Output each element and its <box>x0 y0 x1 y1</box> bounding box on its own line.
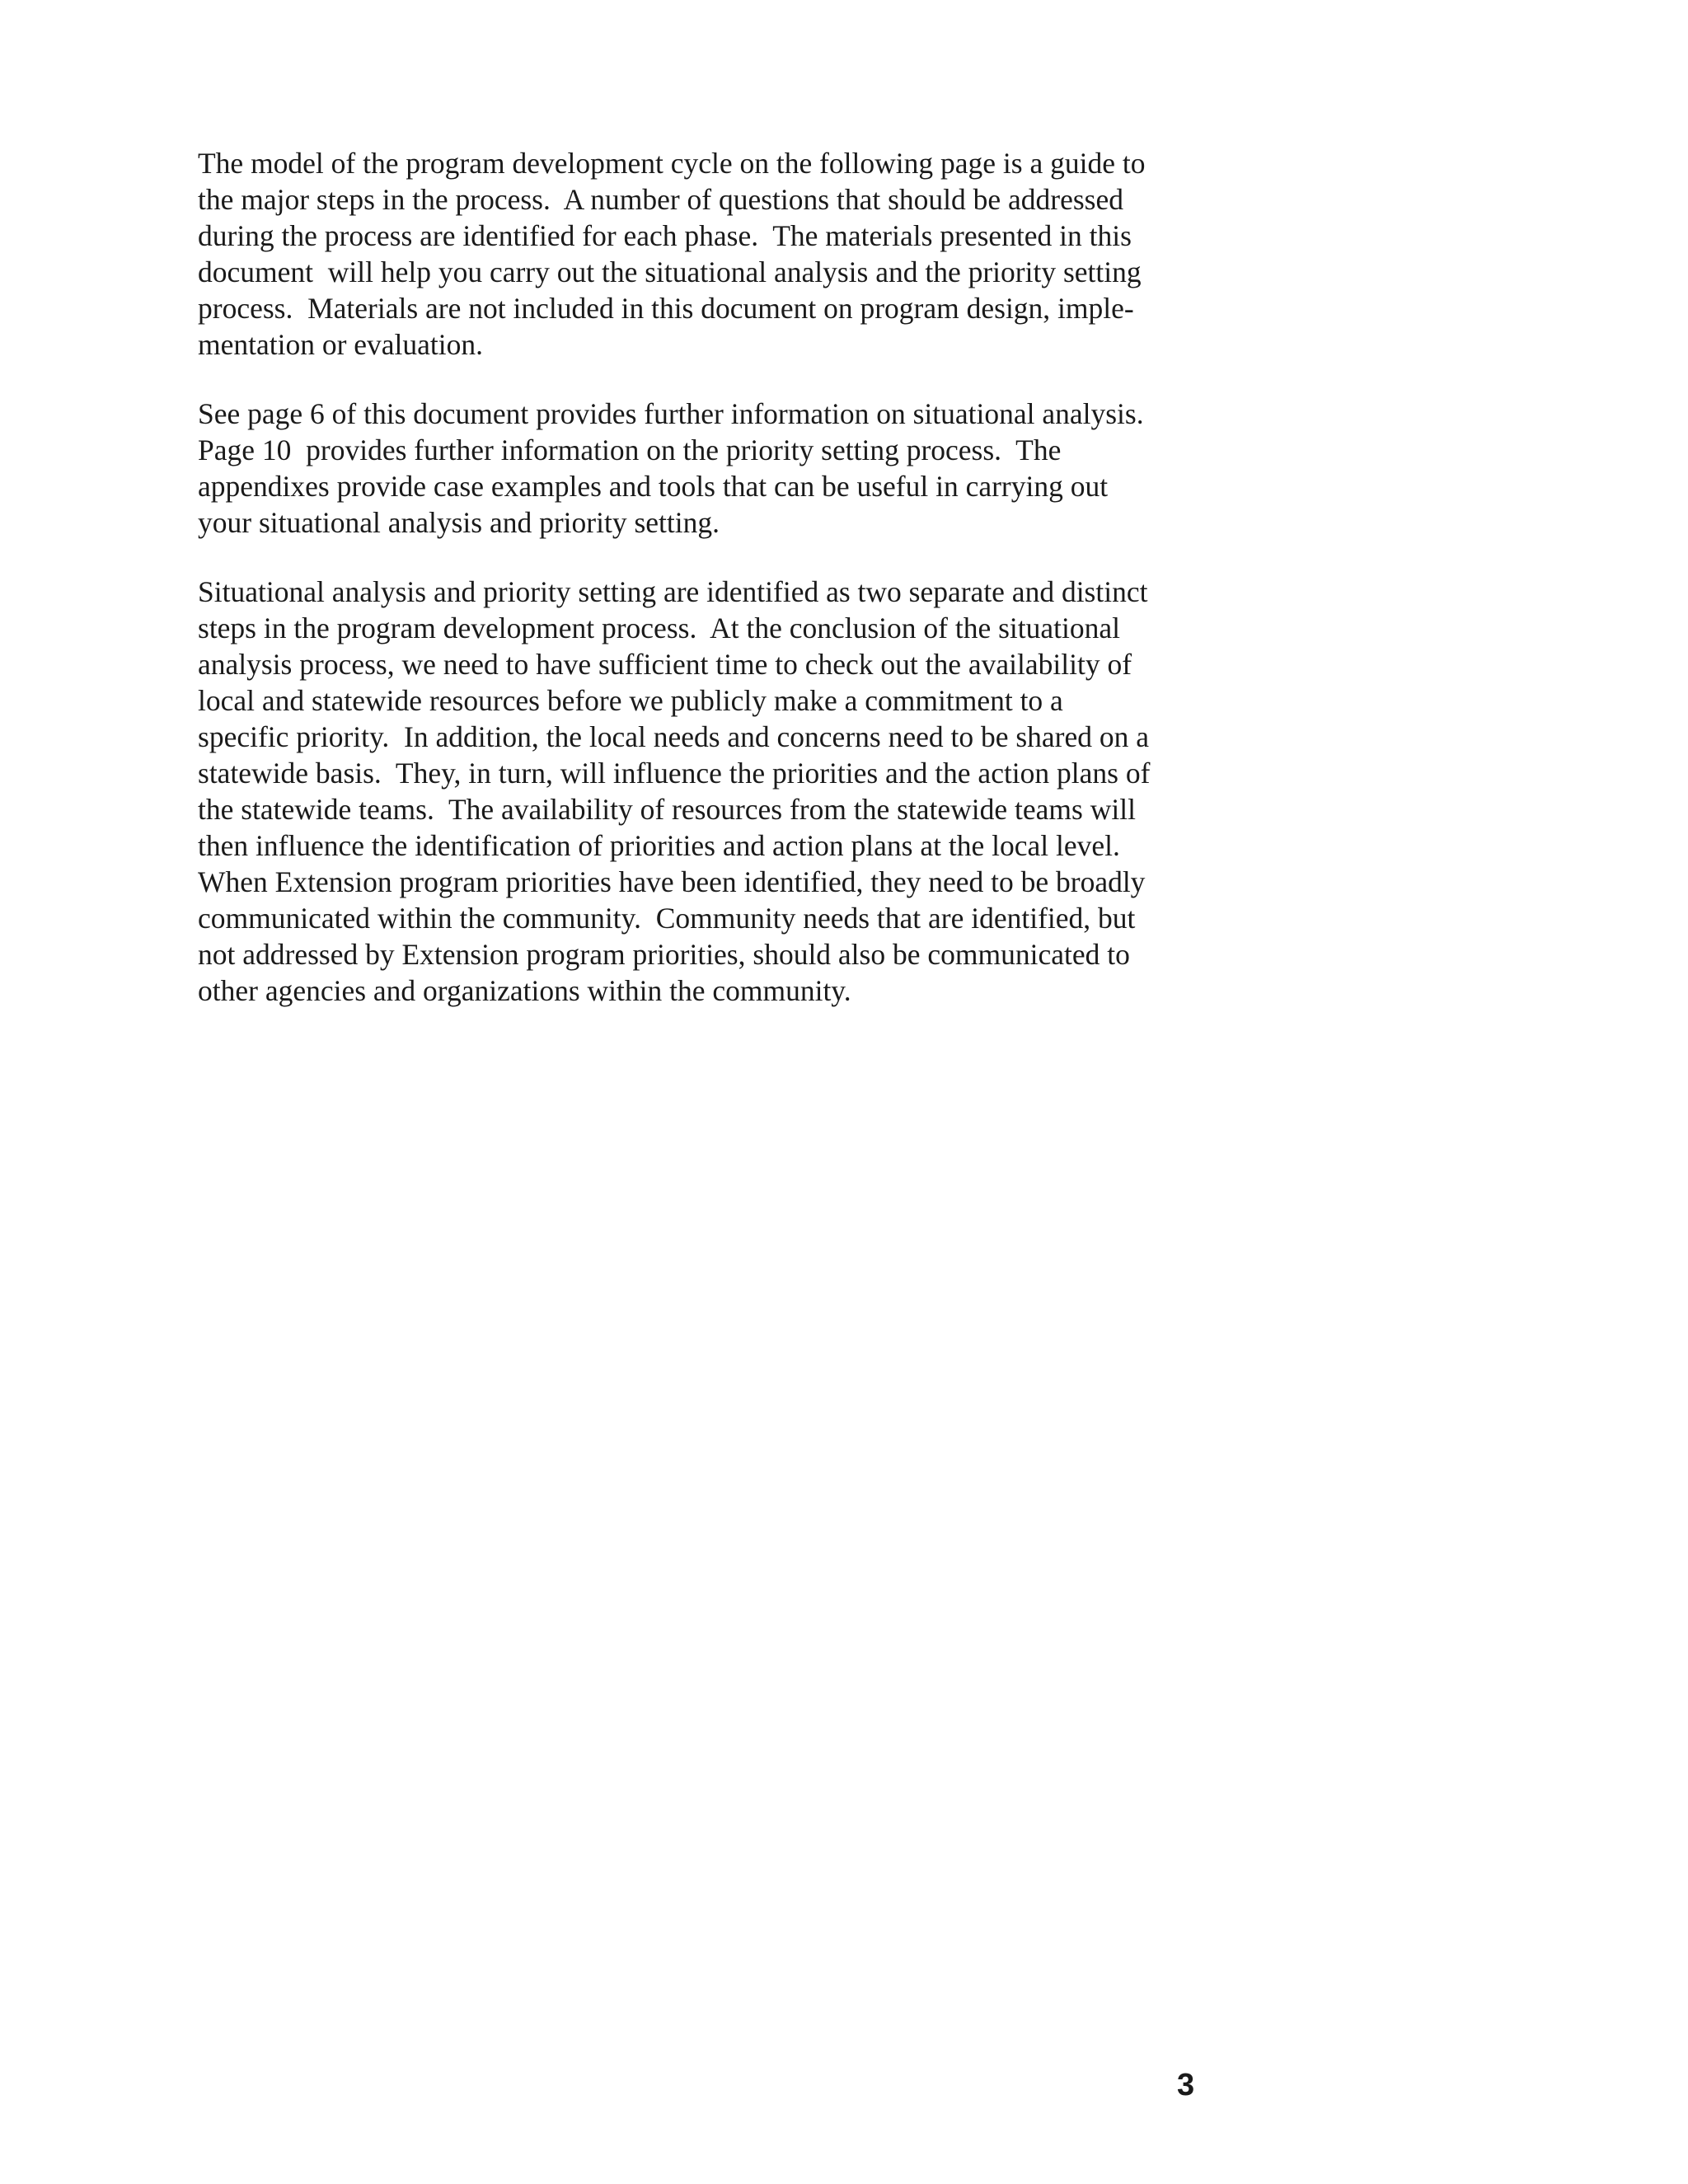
text-line: the major steps in the process. A number of questions that should be addressed <box>198 183 1123 216</box>
text-line: steps in the program development process. At the conclusion of the situational <box>198 612 1120 644</box>
text-line: See page 6 of this document provides further information on situational analysis. <box>198 397 1144 430</box>
body-text <box>198 145 1220 1042</box>
text-line: during the process are identified for each phase. The materials presented in this <box>198 219 1132 252</box>
text-line: appendixes provide case examples and tools that can be useful in carrying out <box>198 470 1109 503</box>
text-line: other agencies and organizations within the community. <box>198 974 851 1007</box>
text-line: not addressed by Extension program priorities, should also be communicated to <box>198 938 1130 971</box>
text-line: document will help you carry out the situational analysis and the priority setting <box>198 255 1142 288</box>
text-line: statewide basis. They, in turn, will influence the priorities and the action plans of <box>198 757 1151 790</box>
text-line: Page 10 provides further information on the priority setting process. The <box>198 434 1062 466</box>
text-line: process. Materials are not included in this document on program design, imple- <box>198 292 1134 325</box>
text-line: then influence the identification of priorities and action plans at the local level. <box>198 829 1120 862</box>
paragraph-page-references <box>198 396 1220 541</box>
text-line: the statewide teams. The availability of resources from the statewide teams will <box>198 793 1136 826</box>
text-line: analysis process, we need to have sufficient time to check out the availability of <box>198 648 1132 681</box>
text-line: specific priority. In addition, the local needs and concerns need to be shared on a <box>198 720 1149 753</box>
text-line: When Extension program priorities have been identified, they need to be broadly <box>198 865 1146 898</box>
paragraph-program-cycle <box>198 145 1220 363</box>
text-line: Situational analysis and priority setting are identified as two separate and distinct <box>198 575 1148 608</box>
text-line: local and statewide resources before we publicly make a commitment to a <box>198 684 1063 717</box>
page-number: 3 <box>1177 2068 1195 2102</box>
text-line: your situational analysis and priority setting. <box>198 506 720 539</box>
text-line: communicated within the community. Community needs that are identified, but <box>198 902 1136 935</box>
paragraph-situational-analysis <box>198 574 1220 1009</box>
text-line: The model of the program development cycle on the following page is a guide to <box>198 147 1146 180</box>
text-line: mentation or evaluation. <box>198 328 484 361</box>
